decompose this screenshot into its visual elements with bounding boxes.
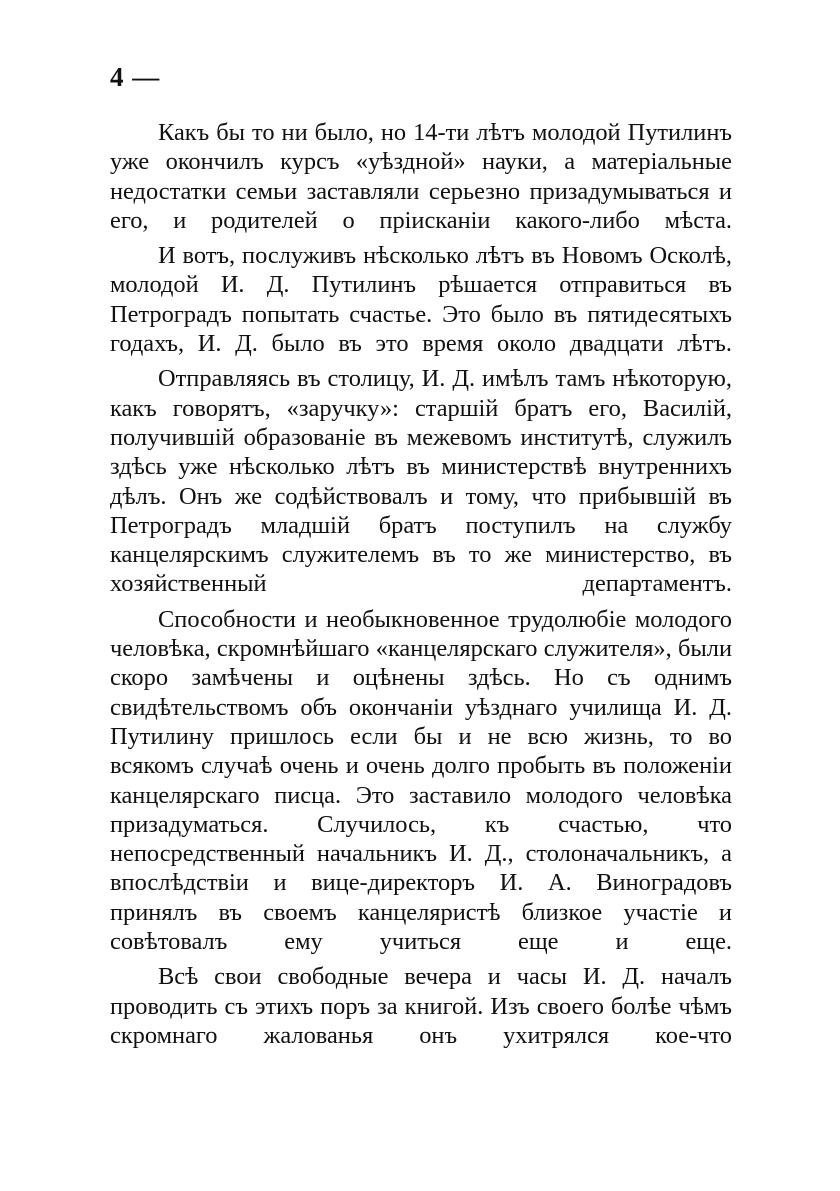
paragraph-5: Всѣ свои свободные вечера и часы И. Д. началъ проводить съ этихъ поръ за книгой. Изъ своего болѣе чѣмъ скромнаго жалованья онъ ухитрялся кое-что xyxy=(110,963,732,1049)
paragraph-1: Какъ бы то ни было, но 14-ти лѣтъ молодой Путилинъ уже окончилъ курсъ «уѣздной» науки, а матеріальные недостатки семьи заставляли серьезно призадумываться и его, и родителей о прiисканiи какого-либо мѣста. xyxy=(110,119,732,234)
page-number-header: 4 — xyxy=(110,62,161,92)
paragraph-2: И вотъ, послуживъ нѣсколько лѣтъ въ Новомъ Осколѣ, молодой И. Д. Путилинъ рѣшается отправиться въ Петроградъ попытать счастье. Это было въ пятидесятыхъ годахъ, И. Д. было въ это время около двадцати лѣтъ. xyxy=(110,242,732,358)
paragraph-4: Способности и необыкновенное трудолюбiе молодого человѣка, скромнѣйшаго «канцелярскаго служителя», были скоро замѣчены и оцѣнены здѣсь. Но съ однимъ свидѣтельствомъ объ окончанiи уѣзднаго училища И. Д. Путилину пришлось если бы и не всю жизнь, то во всякомъ случаѣ очень и очень долго пробыть въ положенiи канцелярскаго писца. Это заставило молодого человѣка призадуматься. Случилось, къ счастью, что непосредственный начальникъ И. Д., столоначальникъ, а впослѣдствiи и вице-директоръ И. А. Виноградовъ принялъ въ своемъ канцеляристѣ близкое участiе и совѣтовалъ ему учиться еще и еще. xyxy=(110,605,732,956)
page-body xyxy=(110,118,732,1056)
paragraph-3: Отправляясь въ столицу, И. Д. имѣлъ тамъ нѣкоторую, какъ говорятъ, «заручку»: старшiй братъ его, Василiй, получившiй образованiе въ межевомъ институтѣ, служилъ здѣсь уже нѣсколько лѣтъ въ министерствѣ внутреннихъ дѣлъ. Онъ же содѣйствовалъ и тому, что прибывшiй въ Петроградъ младшiй братъ поступилъ на службу канцелярскимъ служителемъ въ то же министерство, въ хозяйственный департаментъ. xyxy=(110,365,732,598)
